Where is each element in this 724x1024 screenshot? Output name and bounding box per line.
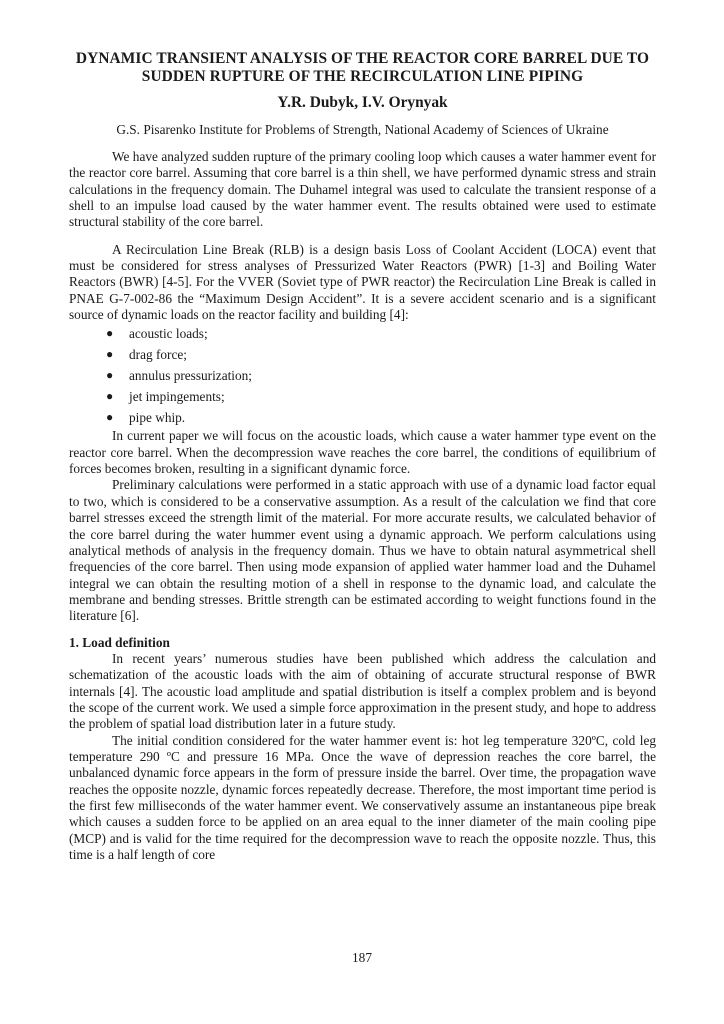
bullet-icon: ● (106, 410, 114, 425)
bullet-icon: ● (106, 368, 114, 383)
load-paragraph-1: In recent years’ numerous studies have been published which address the calculation and schematization of the acoustic loads with the aim of obtaining of accurate structural response of BWR internals [4]. The acoustic load amplitude and spatial distribution is itself a complex problem and is beyond the scope of the current work. We used a simple force approximation in the present study, and hope to address the problem of spatial load distribution later in a future study. (69, 650, 656, 732)
section-heading: 1. Load definition (69, 634, 170, 650)
abstract-paragraph: We have analyzed sudden rupture of the primary cooling loop which causes a water hammer event for the reactor core barrel. Assuming that core barrel is a thin shell, we have performed dynamic stress and strain calculations in the frequency domain. The Duhamel integral was used to calculate the transient response of a shell to an impulse load caused by the water hammer event. The results obtained were used to estimate structural stability of the core barrel. (69, 149, 656, 230)
preliminary-paragraph: Preliminary calculations were performed in a static approach with use of a dynamic load factor equal to two, which is considered to be a conservative assumption. As a result of the calculation we find that core barrel stresses exceed the strength limit of the material. For more accurate results, we calculated behavior of the core barrel during the water hummer event using a dynamic approach. We perform calculations using analytical methods of analysis in the frequency domain. Thus we have to obtain natural asymmetrical shell frequencies of the core barrel. Then using mode expansion of applied water hammer load and the Duhamel integral we can obtain the resulting motion of a shell in response to the dynamic load, and calculate the membrane and bending stresses. Brittle strength can be estimated according to weight functions found in the literature [6]. (69, 477, 656, 624)
paper-authors: Y.R. Dubyk, I.V. Orynyak (277, 94, 448, 111)
paper-title: DYNAMIC TRANSIENT ANALYSIS OF THE REACTOR CORE BARREL DUE TO SUDDEN RUPTURE OF THE RECIRCULATION LINE PIPING (75, 50, 650, 85)
load-paragraph-2: The initial condition considered for the water hammer event is: hot leg temperature 320ºC, cold leg temperature 290 ºC and pressure 16 MPa. Once the wave of depression reaches the core barrel, the unbalanced dynamic force appears in the form of pressure inside the barrel. Over time, the propagation wave reaches the opposite nozzle, dynamic forces repeatedly decrease. Therefore, the most important time period is the first few milliseconds of the water hammer event. We conservatively assume an instantaneous pipe break which causes a sudden force to be applied on an area equal to the inner diameter of the main cooling pipe (MCP) and is valid for the time required for the decompression wave to reach the opposite nozzle. Thus, this time is a half length of core (69, 732, 656, 863)
focus-paragraph: In current paper we will focus on the acoustic loads, which cause a water hammer type event on the reactor core barrel. When the decompression wave reaches the core barrel, the conditions of equilibrium of forces becomes broken, resulting in a significant dynamic force. (69, 428, 656, 477)
list-item: ● pipe whip. (69, 407, 656, 428)
list-item: ● acoustic loads; (69, 323, 656, 344)
bullet-icon: ● (106, 389, 114, 404)
intro-paragraph: A Recirculation Line Break (RLB) is a design basis Loss of Coolant Accident (LOCA) event that must be considered for stress analyses of Pressurized Water Reactors (PWR) [1-3] and Boiling Water Reactors (BWR) [4-5]. For the VVER (Soviet type of PWR reactor) the Recirculation Line Break is called in PNAE G-7-002-86 the “Maximum Design Accident”. It is a severe accident scenario and is a significant source of dynamic loads on the reactor facility and building [4]: (69, 241, 656, 323)
paper-page (69, 50, 656, 863)
paper-affiliation: G.S. Pisarenko Institute for Problems of Strength, National Academy of Sciences of Ukraine (116, 122, 609, 137)
list-item: ● annulus pressurization; (69, 365, 656, 386)
list-item: ● drag force; (69, 344, 656, 365)
page-number: 187 (352, 950, 372, 965)
list-item: ● jet impingements; (69, 386, 656, 407)
bullet-icon: ● (106, 326, 114, 341)
load-types-list (69, 323, 656, 428)
bullet-icon: ● (106, 347, 114, 362)
